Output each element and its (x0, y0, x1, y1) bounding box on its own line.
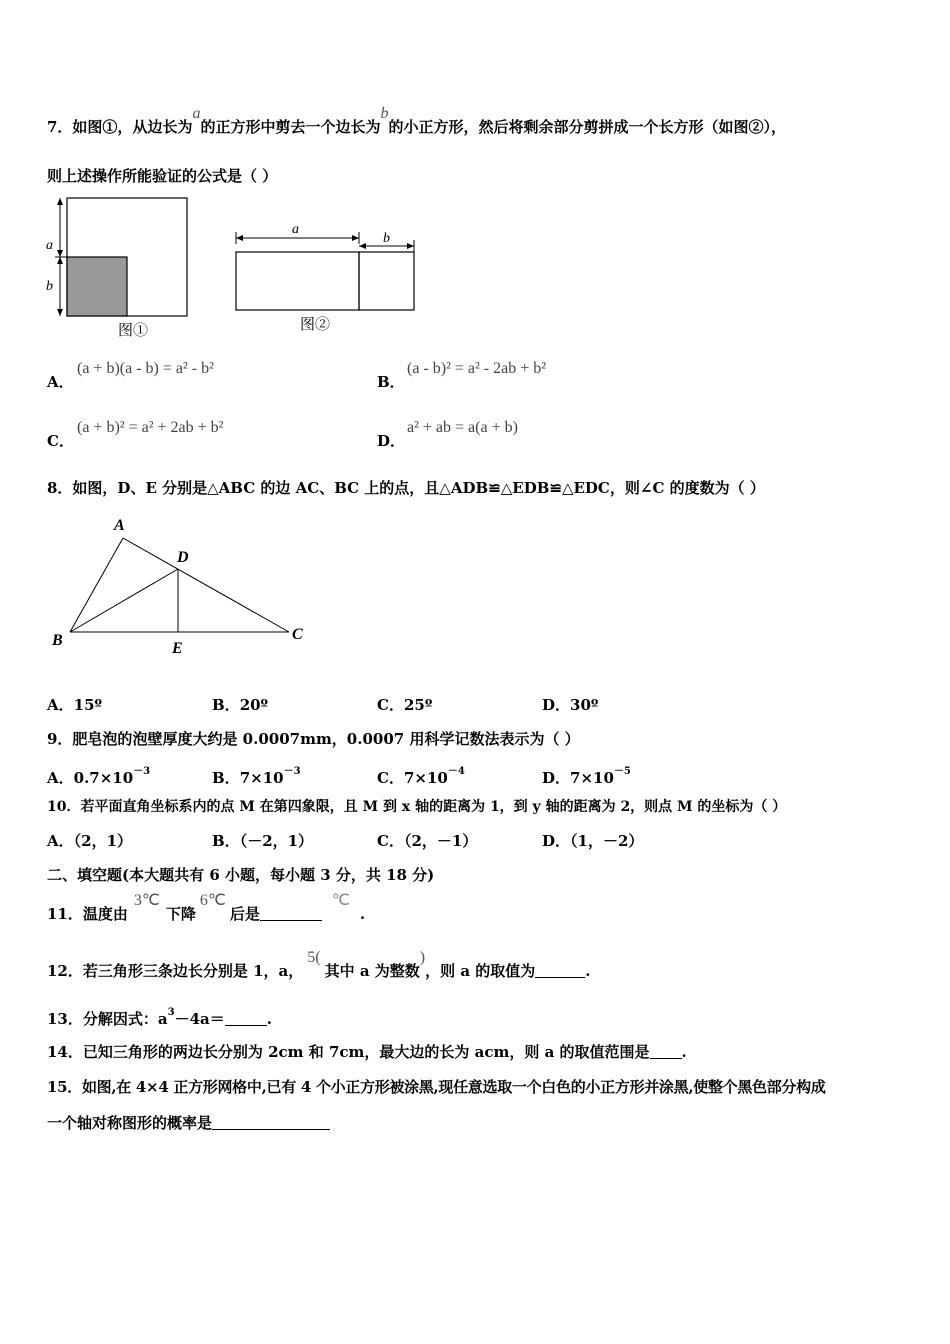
point-a-label: A (114, 517, 125, 534)
q14-answer-blank[interactable] (650, 1044, 682, 1059)
q9-option-a: A．$0.7\times 10^{-3}$ (47, 766, 151, 787)
q13-answer-blank[interactable] (225, 1011, 267, 1026)
section2-heading: 二、填空题(本大题共有 6 小题，每小题 3 分，共 18 分) (47, 866, 435, 884)
q12-text: 12．若三角形三条边长分别是 1，a，5(其中 a 为整数)，则 a 的取值为 . (47, 949, 591, 980)
q7-option-d-label: D． (377, 432, 406, 450)
q7-option-a-formula: (a + b)(a - b) = a² - b² (77, 360, 214, 377)
q7-figure1 (40, 192, 200, 342)
q9-option-c: C．$7\times 10^{-4}$ (377, 766, 465, 787)
q7-option-d-formula: a² + ab = a(a + b) (407, 419, 518, 436)
q8-option-d: D．30º (542, 696, 599, 714)
q7-option-c-label: C． (47, 432, 74, 450)
point-c-label: C (292, 626, 303, 643)
q7-option-b-label: B． (377, 373, 405, 391)
q7-option-a-label: A． (47, 373, 74, 391)
q15-line2: 一个轴对称图形的概率是 (47, 1112, 330, 1133)
q8-option-c: C．25º (377, 696, 433, 714)
q12-answer-blank[interactable] (535, 963, 585, 978)
fig2-caption: 图② (300, 317, 331, 333)
fig2-label-b: b (383, 231, 390, 246)
q7-option-c-formula: (a + b)² = a² + 2ab + b² (77, 419, 224, 436)
fig1-caption: 图① (118, 323, 149, 339)
fig2-label-a: a (292, 222, 299, 237)
q15-answer-blank[interactable] (212, 1115, 330, 1130)
q10-option-b: B．（－2，1） (212, 832, 314, 850)
q8-triangle-figure (46, 512, 316, 662)
q15-line1: 15．如图,在 4×4 正方形网格中,已有 4 个小正方形被涂黑,现任意选取一个白色的小正方形并涂黑,使整个黑色部分构成 (47, 1078, 826, 1096)
q14-text: 14．已知三角形的两边长分别为 2cm 和 7cm，最大边的长为 acm，则 a 的取值范围是 . (47, 1043, 687, 1061)
q9-option-d: D．$7\times 10^{-5}$ (542, 766, 631, 787)
q7-var-b: b (380, 105, 389, 122)
q8-option-a: A．15º (47, 696, 103, 714)
q10-option-a: A．（2，1） (47, 832, 133, 850)
q11-text: 11．温度由3℃下降6℃后是℃. (47, 892, 366, 923)
fig1-label-a: a (46, 238, 53, 253)
q7-figure2 (228, 218, 428, 338)
q11-answer-blank[interactable] (260, 906, 322, 921)
q9-text: 9．肥皂泡的泡壁厚度大约是 0.0007mm，0.0007 用科学记数法表示为（ ） (47, 730, 580, 748)
q8-text: 8．如图，D、E 分别是△ABC 的边 AC、BC 上的点，且△ADB≌△EDB≌△EDC，则∠C 的度数为（ ） (47, 479, 765, 497)
q13-text: 13．分解因式：$a^3-4a=$ . (47, 1007, 272, 1028)
q7-option-b-formula: (a - b)² = a² - 2ab + b² (407, 360, 547, 377)
q10-option-d: D．（1，－2） (542, 832, 644, 850)
q10-text: 10．若平面直角坐标系内的点 M 在第四象限，且 M 到 x 轴的距离为 1，到 y 轴的距离为 2，则点 M 的坐标为（ ） (47, 799, 787, 815)
q7-line2: 则上述操作所能验证的公式是（ ） (47, 167, 278, 185)
q7-line1: 7．如图①，从边长为a的正方形中剪去一个边长为b的小正方形，然后将剩余部分剪拼成一个长方形（如图②）， (47, 105, 786, 136)
fig1-label-b: b (46, 279, 53, 294)
q10-option-c: C．（2，－1） (377, 832, 478, 850)
q7-var-a: a (192, 105, 201, 122)
q8-option-b: B．20º (212, 696, 269, 714)
q9-option-b: B．$7\times 10^{-3}$ (212, 766, 301, 787)
point-e-label: E (172, 640, 183, 657)
point-b-label: B (52, 632, 63, 649)
point-d-label: D (177, 549, 189, 566)
